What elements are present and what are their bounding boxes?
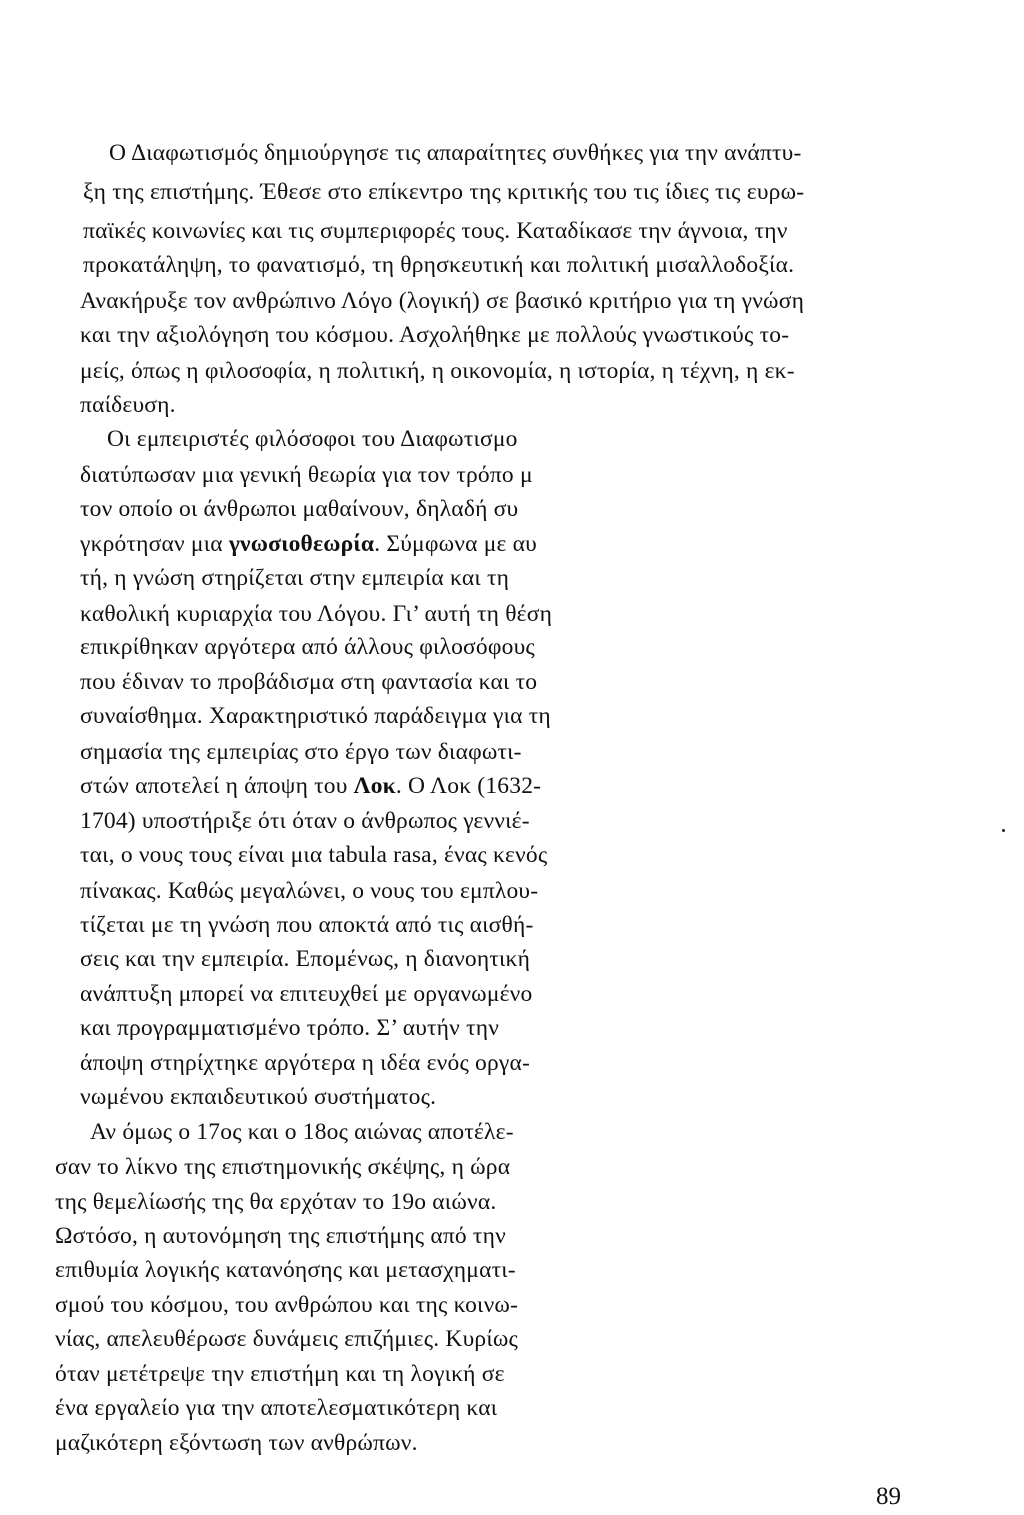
text-line: ανάπτυξη μπορεί να επιτευχθεί με οργανωμένο xyxy=(80,981,533,1007)
text-line: προκατάληψη, το φανατισμό, τη θρησκευτική και πολιτική μισαλλοδοξία. xyxy=(83,252,795,278)
text-run: γκρότησαν μια xyxy=(80,531,229,557)
text-line xyxy=(80,771,614,801)
text-line: τον οποίο οι άνθρωποι μαθαίνουν, δηλαδή συ xyxy=(80,496,519,522)
text-line: μαζικότερη εξόντωση των ανθρώπων. xyxy=(55,1430,418,1456)
term-gnosiotheoria: γνωσιοθεωρία xyxy=(228,531,375,557)
text-line: παίδευση. xyxy=(80,392,176,418)
text-line: σμού του κόσμου, του ανθρώπου και της κοινω- xyxy=(55,1292,519,1318)
text-line: άποψη στηρίχτηκε αργότερα η ιδέα ενός οργα- xyxy=(80,1050,531,1076)
text-line: τίζεται με τη γνώση που αποκτά από τις αισθή- xyxy=(80,912,534,938)
text-line: νωμένου εκπαιδευτικού συστήματος. xyxy=(80,1084,437,1110)
text-line: μείς, όπως η φιλοσοφία, η πολιτική, η οικονομία, η ιστορία, η τέχνη, η εκ- xyxy=(80,358,795,384)
page-number: 89 xyxy=(876,1483,901,1510)
text-line: και την αξιολόγηση του κόσμου. Ασχολήθηκε με πολλούς γνωστικούς το- xyxy=(80,322,790,348)
text-line: σημασία της εμπειρίας στο έργο των διαφωτι- xyxy=(80,739,522,765)
text-line: Ο Διαφωτισμός δημιούργησε τις απαραίτητες συνθήκες για την ανάπτυ- xyxy=(109,140,802,166)
scan-speck xyxy=(1002,829,1005,832)
text-line: όταν μετέτρεψε την επιστήμη και τη λογική σε xyxy=(55,1361,505,1387)
text-line: επιθυμία λογικής κατανόησης και μετασχηματι- xyxy=(55,1257,516,1283)
text-line: σαν το λίκνο της επιστημονικής σκέψης, η ώρα xyxy=(55,1154,511,1180)
text-line: επικρίθηκαν αργότερα από άλλους φιλοσόφους xyxy=(80,634,535,660)
text-line: 1704) υποστήριξε ότι όταν ο άνθρωπος γεννιέ- xyxy=(80,808,530,834)
text-line: Ανακήρυξε τον ανθρώπινο Λόγο (λογική) σε βασικό κριτήριο για τη γνώση xyxy=(80,288,805,314)
text-line: Οι εμπειριστές φιλόσοφοι του Διαφωτισμο xyxy=(107,426,518,452)
text-line: πίνακας. Καθώς μεγαλώνει, ο νους του εμπλου- xyxy=(80,878,539,904)
text-run: . Σύμφωνα με αυ xyxy=(374,531,537,557)
text-line: που έδιναν το προβάδισμα στη φαντασία και το xyxy=(80,669,538,695)
text-line: διατύπωσαν μια γενική θεωρία για τον τρόπο μ xyxy=(80,462,533,488)
text-run: . Ο Λοκ (1632- xyxy=(395,773,542,799)
text-line: ται, ο νους τους είναι μια tabula rasa, ένας κενός xyxy=(80,842,548,868)
text-line: της θεμελίωσής της θα ερχόταν το 19ο αιώνα. xyxy=(55,1189,497,1215)
text-line: ξη της επιστήμης. Έθεσε στο επίκεντρο της κριτικής του τις ίδιες τις ευρω- xyxy=(83,179,805,205)
text-run: στών αποτελεί η άποψη του xyxy=(80,773,354,799)
text-line: συναίσθημα. Χαρακτηριστικό παράδειγμα για τη xyxy=(80,703,551,729)
text-line: Ωστόσο, η αυτονόμηση της επιστήμης από την xyxy=(55,1223,506,1249)
text-line: ένα εργαλείο για την αποτελεσματικότερη και xyxy=(55,1395,498,1421)
text-line: σεις και την εμπειρία. Επομένως, η διανοητική xyxy=(80,946,531,972)
term-lok: Λοκ xyxy=(353,773,396,799)
text-line xyxy=(80,529,614,559)
text-line: τή, η γνώση στηρίζεται στην εμπειρία και τη xyxy=(80,565,510,591)
text-line: Αν όμως ο 17ος και ο 18ος αιώνας αποτέλε- xyxy=(90,1119,514,1145)
text-line: παϊκές κοινωνίες και τις συμπεριφορές τους. Καταδίκασε την άγνοια, την xyxy=(83,218,788,244)
text-line: νίας, απελευθέρωσε δυνάμεις επιζήμιες. Κυρίως xyxy=(55,1326,519,1352)
text-line: καθολική κυριαρχία του Λόγου. Γι’ αυτή τη θέση xyxy=(80,601,553,627)
text-line: και προγραμματισμένο τρόπο. Σ’ αυτήν την xyxy=(80,1015,500,1041)
